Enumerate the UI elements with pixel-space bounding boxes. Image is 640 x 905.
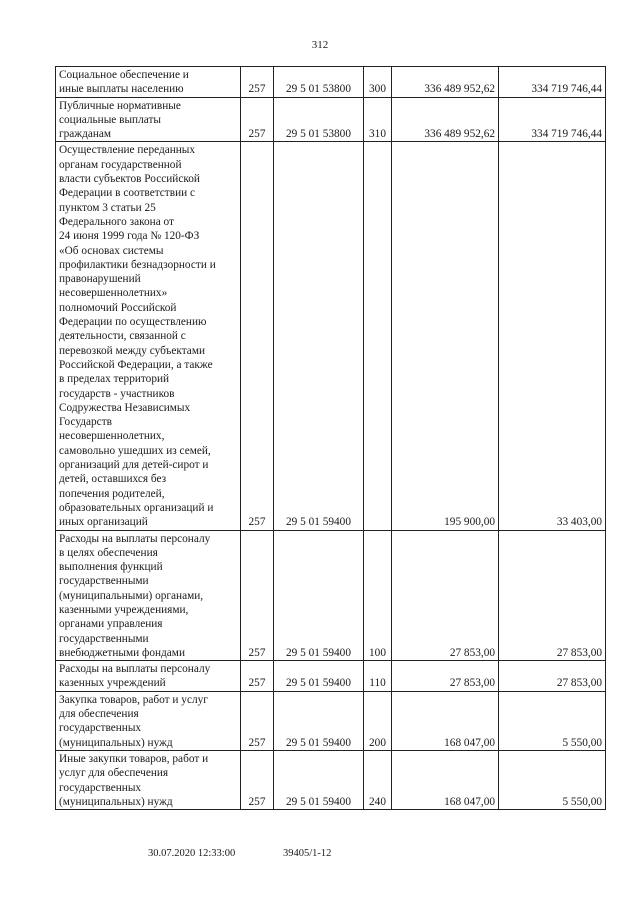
row-name: Расходы на выплаты персоналу казенных учреждений: [56, 661, 241, 692]
row-vr: 300: [364, 67, 392, 98]
row-csr: 29 5 01 59400: [274, 661, 364, 692]
table-row: [56, 97, 606, 142]
row-name: Публичные нормативные социальные выплаты гражданам: [56, 97, 241, 142]
budget-table: [55, 66, 606, 810]
row-vr: 310: [364, 97, 392, 142]
table-row: [56, 142, 606, 530]
row-code: 257: [241, 750, 274, 809]
row-amount-1: 336 489 952,62: [392, 67, 499, 98]
row-vr: 100: [364, 530, 392, 661]
row-amount-2: 27 853,00: [499, 530, 606, 661]
table-row: [56, 530, 606, 661]
row-name: Закупка товаров, работ и услуг для обеспечения государственных (муниципальных) нужд: [56, 691, 241, 750]
row-amount-2: 334 719 746,44: [499, 67, 606, 98]
row-name: Социальное обеспечение и иные выплаты населению: [56, 67, 241, 98]
row-amount-1: 27 853,00: [392, 530, 499, 661]
row-code: 257: [241, 142, 274, 530]
row-code: 257: [241, 691, 274, 750]
row-csr: 29 5 01 53800: [274, 67, 364, 98]
row-code: 257: [241, 530, 274, 661]
row-vr: 110: [364, 661, 392, 692]
row-amount-2: 27 853,00: [499, 661, 606, 692]
row-amount-1: 168 047,00: [392, 691, 499, 750]
row-amount-2: 5 550,00: [499, 691, 606, 750]
row-vr: [364, 142, 392, 530]
row-amount-2: 5 550,00: [499, 750, 606, 809]
row-amount-1: 336 489 952,62: [392, 97, 499, 142]
row-name: Расходы на выплаты персоналу в целях обеспечения выполнения функций государственными (муниципальными) органами, казенными учреждениями, органами управления государственными внебюджетными фондами: [56, 530, 241, 661]
page-number: 312: [311, 39, 329, 51]
row-amount-2: 33 403,00: [499, 142, 606, 530]
row-csr: 29 5 01 59400: [274, 142, 364, 530]
row-vr: 240: [364, 750, 392, 809]
row-name: Иные закупки товаров, работ и услуг для обеспечения государственных (муниципальных) нужд: [56, 750, 241, 809]
row-csr: 29 5 01 59400: [274, 750, 364, 809]
row-code: 257: [241, 661, 274, 692]
row-amount-2: 334 719 746,44: [499, 97, 606, 142]
row-vr: 200: [364, 691, 392, 750]
footer-datetime: 30.07.2020 12:33:00: [148, 848, 236, 859]
table-row: [56, 67, 606, 98]
row-code: 257: [241, 97, 274, 142]
footer-doc-number: 39405/1-12: [283, 848, 332, 859]
table-row: [56, 691, 606, 750]
table-row: [56, 661, 606, 692]
row-code: 257: [241, 67, 274, 98]
row-amount-1: 168 047,00: [392, 750, 499, 809]
row-csr: 29 5 01 59400: [274, 530, 364, 661]
row-amount-1: 27 853,00: [392, 661, 499, 692]
table-row: [56, 750, 606, 809]
row-amount-1: 195 900,00: [392, 142, 499, 530]
row-csr: 29 5 01 59400: [274, 691, 364, 750]
row-name: Осуществление переданных органам государственной власти субъектов Российской Федерации в соответствии с пунктом 3 статьи 25 Федерального закона от 24 июня 1999 года № 120-ФЗ «Об основах системы профилактики безнадзорности и правонарушений несовершеннолетних» полномочий Российской Федерации по осуществлению деятельности, связанной с перевозкой между субъектами Российской Федерации, а также в пределах территорий государств - участников Содружества Независимых Государств несовершеннолетних, самовольно ушедших из семей, организаций для детей-сирот и детей, оставшихся без попечения родителей, образовательных организаций и иных организаций: [56, 142, 241, 530]
row-csr: 29 5 01 53800: [274, 97, 364, 142]
